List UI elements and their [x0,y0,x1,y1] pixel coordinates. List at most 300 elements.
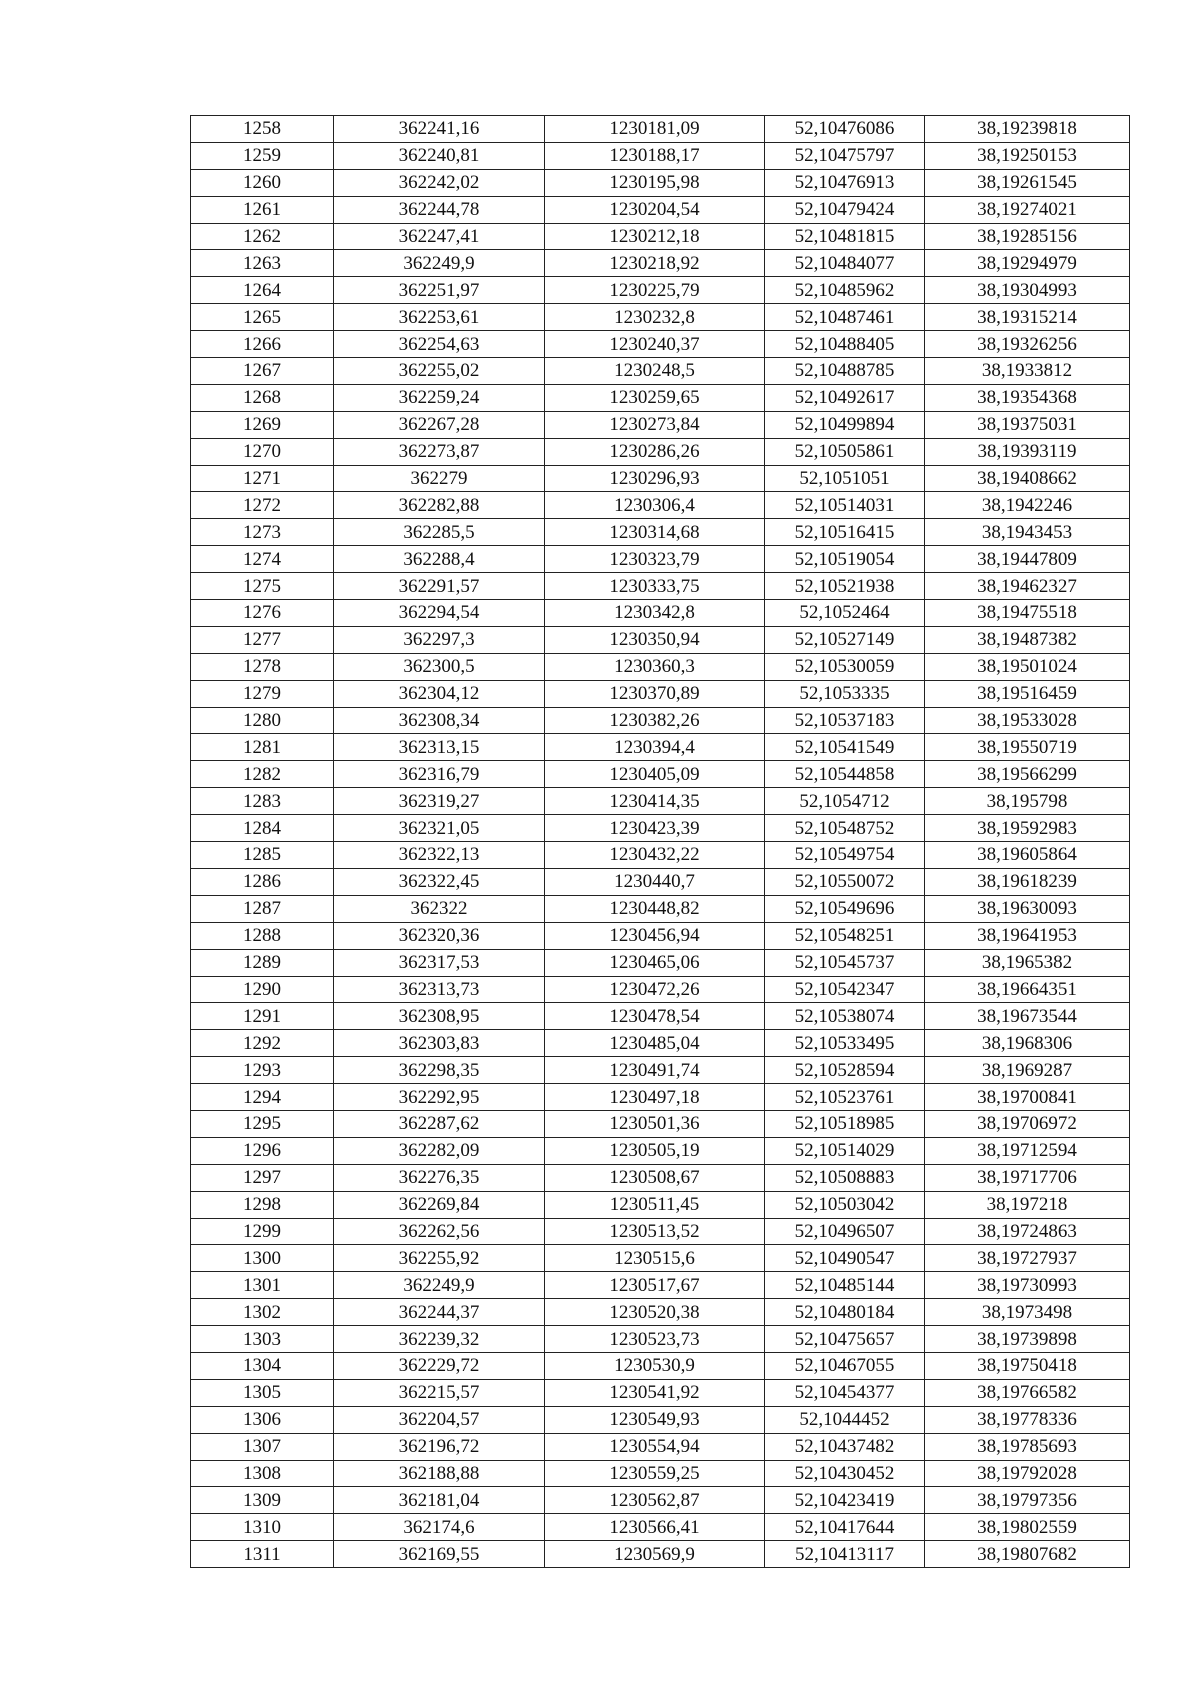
point-number-cell: 1294 [191,1084,334,1111]
latitude-cell: 52,10499894 [765,411,925,438]
point-number-cell: 1263 [191,250,334,277]
point-number-cell: 1301 [191,1272,334,1299]
y-coordinate-cell: 1230530,9 [545,1352,765,1379]
longitude-cell: 38,19724863 [925,1218,1130,1245]
x-coordinate-cell: 362249,9 [334,250,545,277]
table-row [191,653,1130,680]
latitude-cell: 52,10538074 [765,1003,925,1030]
point-number-cell: 1304 [191,1352,334,1379]
point-number-cell: 1311 [191,1541,334,1568]
point-number-cell: 1302 [191,1299,334,1326]
table-row [191,734,1130,761]
table-row [191,680,1130,707]
x-coordinate-cell: 362291,57 [334,573,545,600]
x-coordinate-cell: 362242,02 [334,169,545,196]
latitude-cell: 52,10417644 [765,1514,925,1541]
y-coordinate-cell: 1230423,39 [545,815,765,842]
point-number-cell: 1293 [191,1057,334,1084]
latitude-cell: 52,10488785 [765,358,925,385]
longitude-cell: 38,19664351 [925,976,1130,1003]
x-coordinate-cell: 362288,4 [334,546,545,573]
table-row [191,1299,1130,1326]
table-row [191,1326,1130,1353]
longitude-cell: 38,19766582 [925,1379,1130,1406]
x-coordinate-cell: 362273,87 [334,438,545,465]
point-number-cell: 1308 [191,1460,334,1487]
longitude-cell: 38,19712594 [925,1137,1130,1164]
x-coordinate-cell: 362229,72 [334,1352,545,1379]
longitude-cell: 38,19294979 [925,250,1130,277]
table-row [191,169,1130,196]
x-coordinate-cell: 362267,28 [334,411,545,438]
latitude-cell: 52,10516415 [765,519,925,546]
table-row [191,1541,1130,1568]
x-coordinate-cell: 362255,92 [334,1245,545,1272]
x-coordinate-cell: 362169,55 [334,1541,545,1568]
y-coordinate-cell: 1230350,94 [545,626,765,653]
coordinates-table [190,115,1130,1568]
x-coordinate-cell: 362322 [334,895,545,922]
table-row [191,868,1130,895]
latitude-cell: 52,10430452 [765,1460,925,1487]
y-coordinate-cell: 1230501,36 [545,1110,765,1137]
point-number-cell: 1259 [191,142,334,169]
latitude-cell: 52,10542347 [765,976,925,1003]
longitude-cell: 38,19778336 [925,1406,1130,1433]
point-number-cell: 1277 [191,626,334,653]
point-number-cell: 1274 [191,546,334,573]
table-row [191,331,1130,358]
table-row [191,250,1130,277]
y-coordinate-cell: 1230333,75 [545,573,765,600]
y-coordinate-cell: 1230306,4 [545,492,765,519]
longitude-cell: 38,19326256 [925,331,1130,358]
point-number-cell: 1306 [191,1406,334,1433]
latitude-cell: 52,10533495 [765,1030,925,1057]
table-row [191,842,1130,869]
longitude-cell: 38,1968306 [925,1030,1130,1057]
x-coordinate-cell: 362241,16 [334,116,545,143]
y-coordinate-cell: 1230478,54 [545,1003,765,1030]
latitude-cell: 52,1051051 [765,465,925,492]
table-row [191,492,1130,519]
x-coordinate-cell: 362319,27 [334,788,545,815]
latitude-cell: 52,10518985 [765,1110,925,1137]
longitude-cell: 38,19354368 [925,384,1130,411]
y-coordinate-cell: 1230508,67 [545,1164,765,1191]
x-coordinate-cell: 362247,41 [334,223,545,250]
longitude-cell: 38,19727937 [925,1245,1130,1272]
latitude-cell: 52,10490547 [765,1245,925,1272]
y-coordinate-cell: 1230515,6 [545,1245,765,1272]
point-number-cell: 1267 [191,358,334,385]
y-coordinate-cell: 1230195,98 [545,169,765,196]
latitude-cell: 52,10479424 [765,196,925,223]
y-coordinate-cell: 1230432,22 [545,842,765,869]
x-coordinate-cell: 362313,73 [334,976,545,1003]
longitude-cell: 38,1969287 [925,1057,1130,1084]
point-number-cell: 1262 [191,223,334,250]
table-row [191,358,1130,385]
x-coordinate-cell: 362304,12 [334,680,545,707]
longitude-cell: 38,195798 [925,788,1130,815]
x-coordinate-cell: 362313,15 [334,734,545,761]
table-row [191,1218,1130,1245]
point-number-cell: 1296 [191,1137,334,1164]
x-coordinate-cell: 362254,63 [334,331,545,358]
longitude-cell: 38,19797356 [925,1487,1130,1514]
longitude-cell: 38,19462327 [925,573,1130,600]
y-coordinate-cell: 1230517,67 [545,1272,765,1299]
point-number-cell: 1283 [191,788,334,815]
table-row [191,1110,1130,1137]
table-row [191,1003,1130,1030]
longitude-cell: 38,19673544 [925,1003,1130,1030]
longitude-cell: 38,19393119 [925,438,1130,465]
y-coordinate-cell: 1230232,8 [545,304,765,331]
latitude-cell: 52,10484077 [765,250,925,277]
table-row [191,438,1130,465]
table-row [191,761,1130,788]
point-number-cell: 1272 [191,492,334,519]
latitude-cell: 52,10541549 [765,734,925,761]
latitude-cell: 52,10523761 [765,1084,925,1111]
y-coordinate-cell: 1230225,79 [545,277,765,304]
latitude-cell: 52,10476086 [765,116,925,143]
latitude-cell: 52,10514031 [765,492,925,519]
point-number-cell: 1288 [191,922,334,949]
y-coordinate-cell: 1230485,04 [545,1030,765,1057]
longitude-cell: 38,19501024 [925,653,1130,680]
point-number-cell: 1280 [191,707,334,734]
point-number-cell: 1298 [191,1191,334,1218]
x-coordinate-cell: 362320,36 [334,922,545,949]
longitude-cell: 38,19315214 [925,304,1130,331]
x-coordinate-cell: 362303,83 [334,1030,545,1057]
x-coordinate-cell: 362239,32 [334,1326,545,1353]
point-number-cell: 1285 [191,842,334,869]
table-row [191,895,1130,922]
latitude-cell: 52,10549696 [765,895,925,922]
x-coordinate-cell: 362316,79 [334,761,545,788]
point-number-cell: 1292 [191,1030,334,1057]
y-coordinate-cell: 1230523,73 [545,1326,765,1353]
point-number-cell: 1300 [191,1245,334,1272]
x-coordinate-cell: 362279 [334,465,545,492]
point-number-cell: 1276 [191,600,334,627]
point-number-cell: 1270 [191,438,334,465]
latitude-cell: 52,10527149 [765,626,925,653]
x-coordinate-cell: 362204,57 [334,1406,545,1433]
longitude-cell: 38,1933812 [925,358,1130,385]
y-coordinate-cell: 1230554,94 [545,1433,765,1460]
latitude-cell: 52,10537183 [765,707,925,734]
point-number-cell: 1307 [191,1433,334,1460]
point-number-cell: 1275 [191,573,334,600]
y-coordinate-cell: 1230248,5 [545,358,765,385]
x-coordinate-cell: 362269,84 [334,1191,545,1218]
longitude-cell: 38,19641953 [925,922,1130,949]
longitude-cell: 38,19605864 [925,842,1130,869]
longitude-cell: 38,19750418 [925,1352,1130,1379]
table-row [191,1460,1130,1487]
x-coordinate-cell: 362322,13 [334,842,545,869]
x-coordinate-cell: 362174,6 [334,1514,545,1541]
longitude-cell: 38,19250153 [925,142,1130,169]
point-number-cell: 1286 [191,868,334,895]
latitude-cell: 52,1054712 [765,788,925,815]
y-coordinate-cell: 1230273,84 [545,411,765,438]
table-row [191,1137,1130,1164]
y-coordinate-cell: 1230259,65 [545,384,765,411]
longitude-cell: 38,19375031 [925,411,1130,438]
longitude-cell: 38,19550719 [925,734,1130,761]
point-number-cell: 1284 [191,815,334,842]
point-number-cell: 1279 [191,680,334,707]
table-row [191,1406,1130,1433]
longitude-cell: 38,19475518 [925,600,1130,627]
y-coordinate-cell: 1230513,52 [545,1218,765,1245]
table-row [191,223,1130,250]
y-coordinate-cell: 1230505,19 [545,1137,765,1164]
table-row [191,600,1130,627]
y-coordinate-cell: 1230414,35 [545,788,765,815]
latitude-cell: 52,10505861 [765,438,925,465]
coordinates-table-body [191,116,1130,1568]
point-number-cell: 1289 [191,949,334,976]
latitude-cell: 52,10475657 [765,1326,925,1353]
point-number-cell: 1297 [191,1164,334,1191]
longitude-cell: 38,19566299 [925,761,1130,788]
table-row [191,1245,1130,1272]
y-coordinate-cell: 1230511,45 [545,1191,765,1218]
y-coordinate-cell: 1230472,26 [545,976,765,1003]
latitude-cell: 52,10519054 [765,546,925,573]
latitude-cell: 52,10467055 [765,1352,925,1379]
y-coordinate-cell: 1230562,87 [545,1487,765,1514]
y-coordinate-cell: 1230569,9 [545,1541,765,1568]
x-coordinate-cell: 362262,56 [334,1218,545,1245]
point-number-cell: 1258 [191,116,334,143]
y-coordinate-cell: 1230456,94 [545,922,765,949]
latitude-cell: 52,10544858 [765,761,925,788]
x-coordinate-cell: 362215,57 [334,1379,545,1406]
y-coordinate-cell: 1230566,41 [545,1514,765,1541]
latitude-cell: 52,10528594 [765,1057,925,1084]
longitude-cell: 38,19630093 [925,895,1130,922]
x-coordinate-cell: 362276,35 [334,1164,545,1191]
y-coordinate-cell: 1230296,93 [545,465,765,492]
latitude-cell: 52,10514029 [765,1137,925,1164]
latitude-cell: 52,1053335 [765,680,925,707]
longitude-cell: 38,19730993 [925,1272,1130,1299]
y-coordinate-cell: 1230286,26 [545,438,765,465]
x-coordinate-cell: 362287,62 [334,1110,545,1137]
longitude-cell: 38,1942246 [925,492,1130,519]
longitude-cell: 38,197218 [925,1191,1130,1218]
longitude-cell: 38,19700841 [925,1084,1130,1111]
point-number-cell: 1309 [191,1487,334,1514]
x-coordinate-cell: 362298,35 [334,1057,545,1084]
y-coordinate-cell: 1230212,18 [545,223,765,250]
table-row [191,411,1130,438]
longitude-cell: 38,1943453 [925,519,1130,546]
latitude-cell: 52,10492617 [765,384,925,411]
y-coordinate-cell: 1230360,3 [545,653,765,680]
table-row [191,1379,1130,1406]
longitude-cell: 38,1973498 [925,1299,1130,1326]
latitude-cell: 52,10488405 [765,331,925,358]
x-coordinate-cell: 362244,78 [334,196,545,223]
y-coordinate-cell: 1230440,7 [545,868,765,895]
latitude-cell: 52,10548251 [765,922,925,949]
latitude-cell: 52,10413117 [765,1541,925,1568]
latitude-cell: 52,10503042 [765,1191,925,1218]
latitude-cell: 52,10437482 [765,1433,925,1460]
x-coordinate-cell: 362196,72 [334,1433,545,1460]
latitude-cell: 52,10487461 [765,304,925,331]
point-number-cell: 1305 [191,1379,334,1406]
table-row [191,384,1130,411]
y-coordinate-cell: 1230314,68 [545,519,765,546]
y-coordinate-cell: 1230497,18 [545,1084,765,1111]
latitude-cell: 52,10548752 [765,815,925,842]
x-coordinate-cell: 362300,5 [334,653,545,680]
x-coordinate-cell: 362188,88 [334,1460,545,1487]
point-number-cell: 1260 [191,169,334,196]
table-row [191,1030,1130,1057]
x-coordinate-cell: 362322,45 [334,868,545,895]
longitude-cell: 38,19717706 [925,1164,1130,1191]
table-row [191,626,1130,653]
latitude-cell: 52,10481815 [765,223,925,250]
latitude-cell: 52,10454377 [765,1379,925,1406]
longitude-cell: 38,19802559 [925,1514,1130,1541]
longitude-cell: 38,19261545 [925,169,1130,196]
x-coordinate-cell: 362253,61 [334,304,545,331]
x-coordinate-cell: 362308,95 [334,1003,545,1030]
y-coordinate-cell: 1230405,09 [545,761,765,788]
longitude-cell: 38,19785693 [925,1433,1130,1460]
y-coordinate-cell: 1230491,74 [545,1057,765,1084]
x-coordinate-cell: 362249,9 [334,1272,545,1299]
latitude-cell: 52,10475797 [765,142,925,169]
x-coordinate-cell: 362297,3 [334,626,545,653]
x-coordinate-cell: 362285,5 [334,519,545,546]
table-row [191,573,1130,600]
x-coordinate-cell: 362294,54 [334,600,545,627]
point-number-cell: 1265 [191,304,334,331]
longitude-cell: 38,19706972 [925,1110,1130,1137]
latitude-cell: 52,10480184 [765,1299,925,1326]
longitude-cell: 38,19516459 [925,680,1130,707]
longitude-cell: 38,19408662 [925,465,1130,492]
x-coordinate-cell: 362308,34 [334,707,545,734]
y-coordinate-cell: 1230370,89 [545,680,765,707]
point-number-cell: 1268 [191,384,334,411]
point-number-cell: 1273 [191,519,334,546]
table-row [191,1057,1130,1084]
table-row [191,1084,1130,1111]
table-row [191,1433,1130,1460]
table-row [191,1514,1130,1541]
point-number-cell: 1271 [191,465,334,492]
table-row [191,949,1130,976]
table-row [191,1164,1130,1191]
latitude-cell: 52,10423419 [765,1487,925,1514]
latitude-cell: 52,10476913 [765,169,925,196]
table-row [191,1272,1130,1299]
longitude-cell: 38,19487382 [925,626,1130,653]
y-coordinate-cell: 1230240,37 [545,331,765,358]
latitude-cell: 52,10545737 [765,949,925,976]
latitude-cell: 52,10549754 [765,842,925,869]
x-coordinate-cell: 362181,04 [334,1487,545,1514]
x-coordinate-cell: 362317,53 [334,949,545,976]
latitude-cell: 52,10496507 [765,1218,925,1245]
latitude-cell: 52,10485962 [765,277,925,304]
y-coordinate-cell: 1230549,93 [545,1406,765,1433]
x-coordinate-cell: 362244,37 [334,1299,545,1326]
y-coordinate-cell: 1230541,92 [545,1379,765,1406]
longitude-cell: 38,19304993 [925,277,1130,304]
table-row [191,546,1130,573]
y-coordinate-cell: 1230520,38 [545,1299,765,1326]
longitude-cell: 38,19739898 [925,1326,1130,1353]
point-number-cell: 1290 [191,976,334,1003]
point-number-cell: 1303 [191,1326,334,1353]
point-number-cell: 1299 [191,1218,334,1245]
y-coordinate-cell: 1230342,8 [545,600,765,627]
x-coordinate-cell: 362282,09 [334,1137,545,1164]
y-coordinate-cell: 1230559,25 [545,1460,765,1487]
point-number-cell: 1264 [191,277,334,304]
y-coordinate-cell: 1230218,92 [545,250,765,277]
longitude-cell: 38,1965382 [925,949,1130,976]
point-number-cell: 1266 [191,331,334,358]
table-row [191,465,1130,492]
latitude-cell: 52,1052464 [765,600,925,627]
y-coordinate-cell: 1230204,54 [545,196,765,223]
point-number-cell: 1269 [191,411,334,438]
longitude-cell: 38,19285156 [925,223,1130,250]
longitude-cell: 38,19618239 [925,868,1130,895]
y-coordinate-cell: 1230323,79 [545,546,765,573]
longitude-cell: 38,19592983 [925,815,1130,842]
x-coordinate-cell: 362282,88 [334,492,545,519]
x-coordinate-cell: 362259,24 [334,384,545,411]
latitude-cell: 52,10508883 [765,1164,925,1191]
y-coordinate-cell: 1230188,17 [545,142,765,169]
y-coordinate-cell: 1230382,26 [545,707,765,734]
latitude-cell: 52,10550072 [765,868,925,895]
table-row [191,1191,1130,1218]
point-number-cell: 1278 [191,653,334,680]
latitude-cell: 52,10530059 [765,653,925,680]
table-row [191,788,1130,815]
x-coordinate-cell: 362251,97 [334,277,545,304]
point-number-cell: 1291 [191,1003,334,1030]
point-number-cell: 1281 [191,734,334,761]
table-row [191,1487,1130,1514]
table-row [191,815,1130,842]
x-coordinate-cell: 362321,05 [334,815,545,842]
x-coordinate-cell: 362292,95 [334,1084,545,1111]
table-row [191,116,1130,143]
table-row [191,976,1130,1003]
point-number-cell: 1310 [191,1514,334,1541]
table-row [191,196,1130,223]
